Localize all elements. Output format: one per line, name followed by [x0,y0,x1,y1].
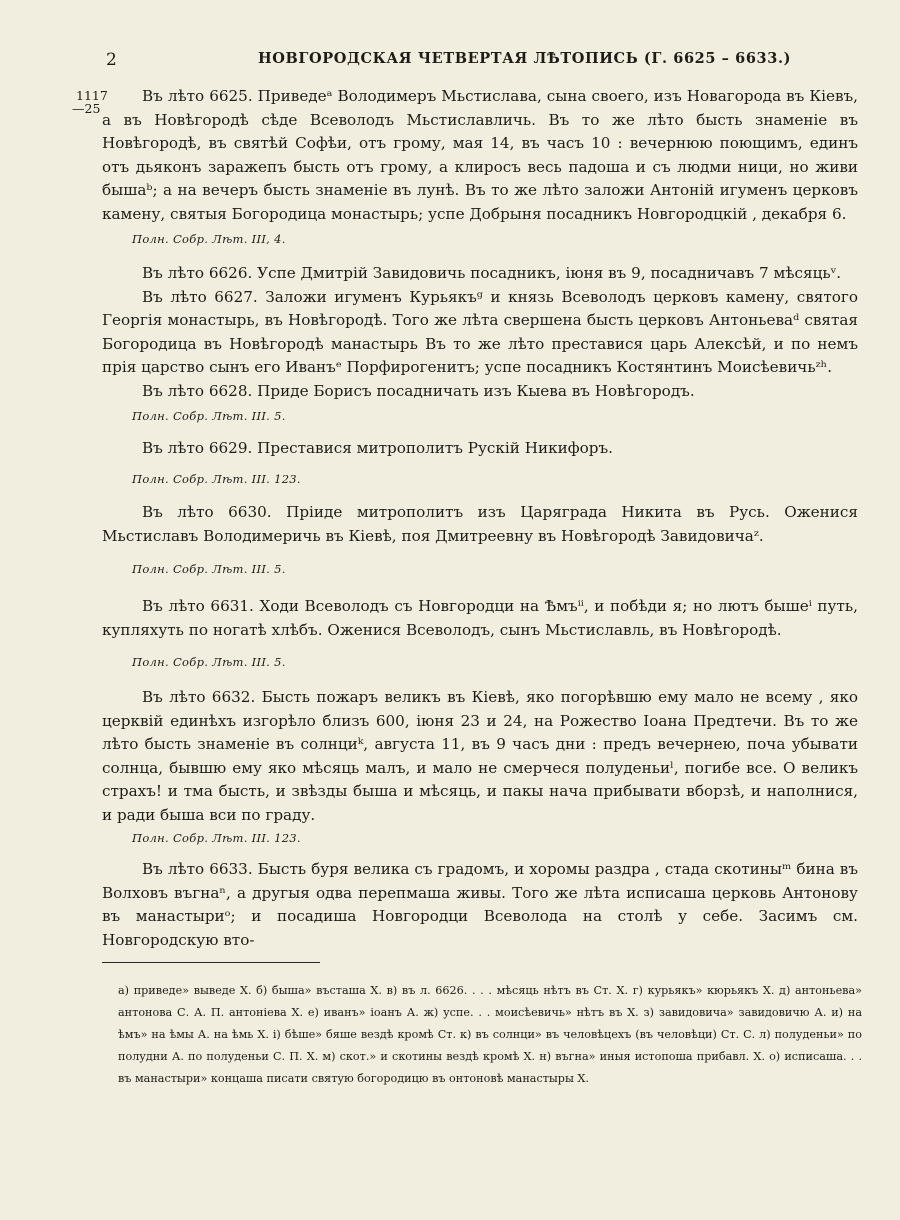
source-citation: Полн. Собр. Лѣт. III. 123. [132,831,301,845]
chronicle-entry: Въ лѣто 6630. Пріиде митрополитъ изъ Царяграда Никита въ Русь. Оженися Мьстиславъ Володимеричь въ Кіевѣ, поя Дмитреевну въ Новѣгородѣ Завидовичаᶻ. [102,503,858,545]
page-number: 2 [106,50,117,70]
entry-6625-block [102,85,858,226]
entry-6629-block [102,437,858,461]
chronicle-entry: Въ лѣто 6629. Преставися митрополитъ Рускій Никифоръ. [142,439,613,457]
chronicle-entry: Въ лѣто 6627. Заложи игуменъ Курьякъᵍ и князь Всеволодъ церковъ камену, святого Георгія монастырь, въ Новѣгородѣ. Того же лѣта свершена бысть церковъ Антоньеваᵈ святая Богородица въ Новѣгородѣ манастырь Въ то же лѣто преставися царь Алексѣй, и по немъ прія царство сынъ его Иванъᵉ Порфирогенитъ; успе посадникъ Костянтинъ Моисѣевичьᶻʰ. [102,287,858,376]
chronicle-entry: Въ лѣто 6628. Приде Борисъ посадничать изъ Кыева въ Новѣгородъ. [142,381,695,400]
source-citation: Полн. Собр. Лѣт. III. 5. [132,409,286,423]
source-citation: Полн. Собр. Лѣт. III. 123. [132,472,301,486]
entry-6630-block [102,501,858,548]
chronicle-entry: Въ лѣто 6633. Бысть буря велика съ градомъ, и хоромы раздра , стада скотиныᵐ бина въ Волховъ въгнаⁿ, а другыя одва перепмаша живы. Того же лѣта исписаша церковь Антонову въ манастыриᵒ; и посадиша Новгородци Всеволода на столѣ у себе. Засимъ см. Новгородскую вто- [102,860,858,949]
footnote-rule [102,962,320,963]
chronicle-entry: Въ лѣто 6631. Ходи Всеволодъ съ Новгородци на Ѣмъⁱⁱ, и побѣди я; но лютъ бышеⁱ путь, купляхуть по ногатѣ хлѣбъ. Оженися Всеволодъ, сынъ Мьстиславль, въ Новѣгородѣ. [102,597,858,639]
footnotes: а) приведе» выведе Х. б) быша» въсташа Х. в) въ л. 6626. . . . мѣсяць нѣтъ въ Ст. Х. г) курьякъ» кюрьякъ Х. д) антоньева» антонова С. А. П. антоніева Х. е) иванъ» іоанъ А. ж) успе. . . моисѣевичь» нѣтъ въ Х. з) завидовича» завидовичю А. и) на ѣмъ» на ѣмы А. на ѣмь Х. і) бѣше» бяше вездѣ кромѣ Ст. к) въ солнци» въ человѣцехъ (въ человѣци) Ст. С. л) полуденьи» по полудни А. по полуденьи С. П. Х. м) скот.» и скотины вездѣ кромѣ Х. н) въгна» иныя истопоша прибавл. Х. о) исписаша. . . въ манастыри» концаша писати святую богородицю въ онтоновѣ манастыры Х. [118,984,862,1085]
entry-6633-block [102,858,858,952]
margin-index: —25 [72,101,101,116]
running-title: НОВГОРОДСКАЯ ЧЕТВЕРТАЯ ЛѢТОПИСЬ (Г. 6625 – 6633.) [258,50,792,67]
source-citation: Полн. Собр. Лѣт. III, 4. [132,232,286,246]
chronicle-entry: Въ лѣто 6626. Успе Дмитрій Завидовичь посадникъ, іюня въ 9, посадничавъ 7 мѣсяцьᵛ. [142,264,842,282]
source-citation: Полн. Собр. Лѣт. III. 5. [132,655,286,669]
margin-year: 1117 [76,88,108,103]
source-citation: Полн. Собр. Лѣт. III. 5. [132,562,286,576]
entry-6632-block [102,686,858,827]
entries-6626-6628-block [102,262,858,403]
entry-6631-block [102,595,858,642]
chronicle-entry: Въ лѣто 6632. Бысть пожаръ великъ въ Кіевѣ, яко погорѣвшю ему мало не всему , яко церквій единѣхъ изгорѣло близъ 600, іюня 23 и 24, на Рожество Іоана Предтечи. Въ то же лѣто бысть знаменіе въ солнциᵏ, августа 11, въ 9 часъ дни : предъ вечернею, поча убывати солнца, бывшю ему яко мѣсяць малъ, и мало не смерчеся полуденьиˡ, погибе все. О великъ страхъ! и тма бысть, и звѣзды быша и мѣсяць, и пакы нача прибывати вборзѣ, и наполнися, и ради быша вси по граду. [102,688,858,824]
chronicle-entry: Въ лѣто 6625. Приведеᵃ Володимеръ Мьстислава, сына своего, изъ Новагорода въ Кіевъ, а въ Новѣгородѣ сѣде Всеволодъ Мьстиславличь. Въ то же лѣто бысть знаменіе въ Новѣгородѣ, въ святѣй Софѣи, отъ грому, мая 14, въ часъ 10 : вечернюю поющимъ, единъ отъ дьяконъ заражепъ бысть отъ грому, а клиросъ весь падоша и съ людми ници, но живи бышаᵇ; а на вечеръ бысть знаменіе въ лунѣ. Въ то же лѣто заложи Антоній игуменъ церковъ камену, святыя Богородица монастырь; успе Добрыня посадникъ Новгородцкій , декабря 6. [102,87,858,223]
